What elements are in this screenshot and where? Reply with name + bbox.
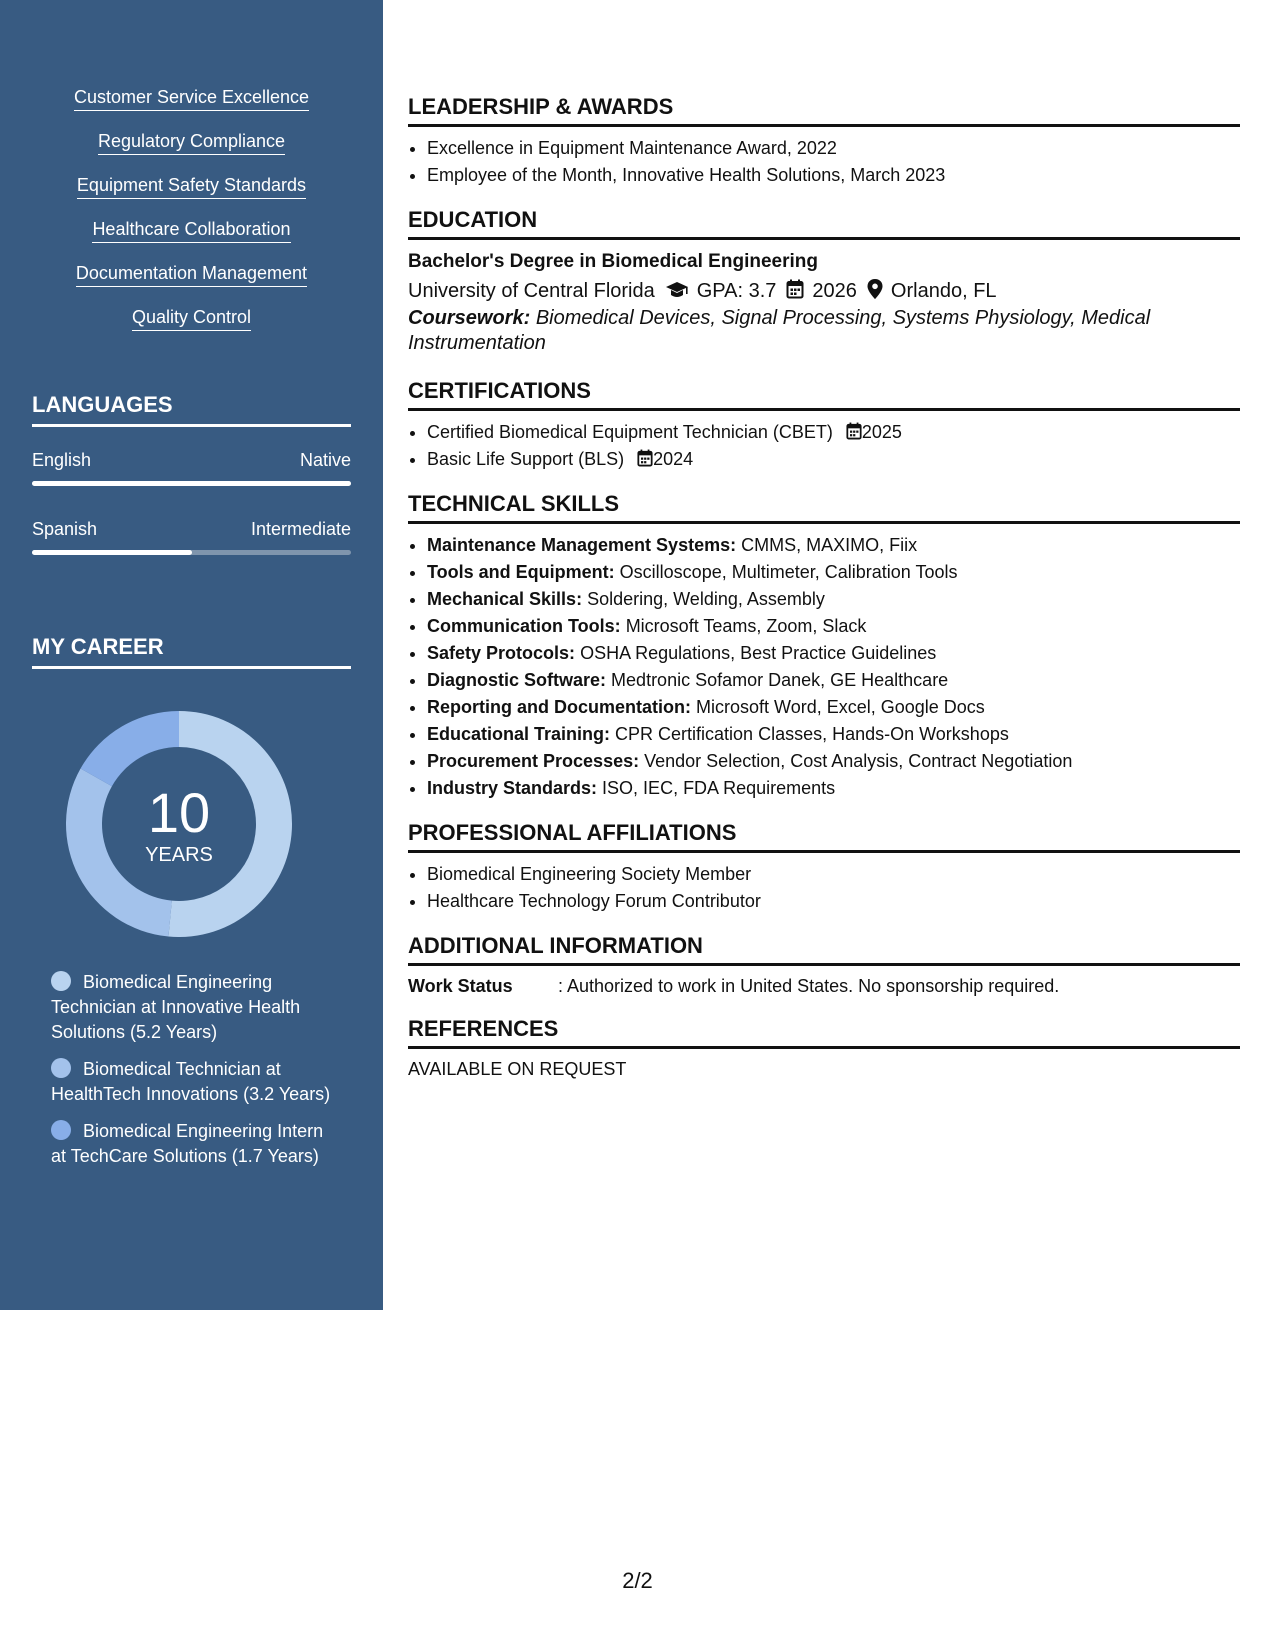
- skill-label: Procurement Processes:: [427, 751, 640, 771]
- work-status-label: Work Status: [408, 976, 513, 996]
- skill-value: Vendor Selection, Cost Analysis, Contract Negotiation: [644, 751, 1073, 771]
- career-item-text: Biomedical Engineering Intern at TechCare Solutions (1.7 Years): [51, 1121, 324, 1166]
- skill-item: Documentation Management: [76, 262, 307, 287]
- career-donut: [66, 711, 292, 937]
- list-item: [427, 694, 1240, 721]
- skill-label: Maintenance Management Systems:: [427, 535, 737, 555]
- career-dot-icon: [51, 971, 71, 991]
- skill-label: Educational Training:: [427, 724, 611, 744]
- language-bar-english: [32, 481, 351, 486]
- skill-label: Diagnostic Software:: [427, 670, 607, 690]
- career-list: [51, 970, 331, 1181]
- calendar-icon: [637, 449, 653, 469]
- skill-value: CMMS, MAXIMO, Fiix: [741, 535, 918, 555]
- sidebar: [0, 0, 383, 1310]
- language-name: Spanish: [32, 519, 98, 539]
- map-pin-icon: [867, 276, 883, 306]
- affiliations-title: PROFESSIONAL AFFILIATIONS: [408, 820, 1240, 853]
- education-details: [408, 276, 1240, 306]
- page-indicator: 2/2: [622, 1568, 653, 1593]
- certification-year: 2025: [861, 422, 902, 442]
- skill-label: Reporting and Documentation:: [427, 697, 691, 717]
- list-item: [427, 721, 1240, 748]
- leadership-title: LEADERSHIP & AWARDS: [408, 94, 1240, 127]
- additional-info-title: ADDITIONAL INFORMATION: [408, 933, 1240, 966]
- references-text: AVAILABLE ON REQUEST: [408, 1059, 627, 1079]
- education-location: Orlando, FL: [890, 280, 997, 302]
- career-total-years: 10: [147, 781, 211, 844]
- certifications-title: CERTIFICATIONS: [408, 378, 1240, 411]
- coursework-text: Biomedical Devices, Signal Processing, Systems Physiology, Medical Instrumentation: [408, 307, 1151, 354]
- donut-slice-2: [81, 711, 179, 786]
- skill-value: ISO, IEC, FDA Requirements: [602, 778, 836, 798]
- skill-value: Microsoft Word, Excel, Google Docs: [696, 697, 985, 717]
- languages-heading: LANGUAGES: [32, 392, 351, 427]
- technical-skills-title: TECHNICAL SKILLS: [408, 491, 1240, 524]
- skill-item: Quality Control: [132, 306, 251, 331]
- skill-item: Healthcare Collaboration: [92, 218, 290, 243]
- list-item: [427, 446, 1240, 473]
- language-level: Native: [299, 450, 351, 470]
- list-item: [427, 586, 1240, 613]
- skill-value: Microsoft Teams, Zoom, Slack: [625, 616, 867, 636]
- skill-label: Communication Tools:: [427, 616, 621, 636]
- career-heading: MY CAREER: [32, 634, 351, 669]
- skill-value: CPR Certification Classes, Hands-On Workshops: [615, 724, 1009, 744]
- skill-label: Mechanical Skills:: [427, 589, 583, 609]
- skill-value: Soldering, Welding, Assembly: [587, 589, 825, 609]
- leadership-list: [408, 135, 1240, 189]
- career-item: [51, 970, 331, 1045]
- career-item: [51, 1119, 331, 1169]
- skill-value: Medtronic Sofamor Danek, GE Healthcare: [611, 670, 949, 690]
- list-item: [427, 775, 1240, 802]
- skill-item: Customer Service Excellence: [74, 86, 309, 111]
- career-total-unit: YEARS: [145, 844, 213, 866]
- certification-name: Certified Biomedical Equipment Technician (CBET): [427, 422, 833, 442]
- language-row-english: [32, 450, 351, 471]
- skill-label: Safety Protocols:: [427, 643, 576, 663]
- skill-value: OSHA Regulations, Best Practice Guidelines: [580, 643, 937, 663]
- education-gpa: GPA: 3.7: [696, 280, 777, 302]
- skill-label: Tools and Equipment:: [427, 562, 615, 582]
- main-content: [408, 94, 1240, 1081]
- education-coursework: [408, 306, 1240, 356]
- list-item: • Biomedical Engineering Society Member: [427, 861, 1240, 888]
- list-item: [427, 640, 1240, 667]
- calendar-icon: [786, 276, 804, 306]
- list-item: [427, 559, 1240, 586]
- list-item: • Employee of the Month, Innovative Health Solutions, March 2023: [427, 162, 1240, 189]
- career-item-text: Biomedical Engineering Technician at Innovative Health Solutions (5.2 Years): [51, 972, 301, 1042]
- list-item: [427, 419, 1240, 446]
- career-dot-icon: [51, 1120, 71, 1140]
- language-bar-fill: [32, 550, 192, 555]
- list-item: • Healthcare Technology Forum Contributor: [427, 888, 1240, 915]
- career-item-text: Biomedical Technician at HealthTech Innovations (3.2 Years): [51, 1059, 331, 1104]
- education-school: University of Central Florida: [408, 280, 655, 302]
- references-title: REFERENCES: [408, 1016, 1240, 1049]
- list-item: [427, 532, 1240, 559]
- education-title: EDUCATION: [408, 207, 1240, 240]
- technical-skills-list: [408, 532, 1240, 802]
- language-row-spanish: [32, 519, 351, 540]
- coursework-label: Coursework:: [408, 307, 531, 329]
- education-year: 2026: [812, 280, 857, 302]
- skills-list: [0, 86, 383, 350]
- graduation-cap-icon: [665, 276, 689, 306]
- calendar-icon: [846, 422, 862, 442]
- list-item: [427, 613, 1240, 640]
- career-item: [51, 1057, 331, 1107]
- skill-item: Equipment Safety Standards: [77, 174, 306, 199]
- certification-year: 2024: [653, 449, 694, 469]
- list-item: [427, 667, 1240, 694]
- work-status-row: [408, 974, 1240, 998]
- skill-item: Regulatory Compliance: [98, 130, 285, 155]
- skill-value: Oscilloscope, Multimeter, Calibration Tools: [619, 562, 958, 582]
- education-degree: Bachelor's Degree in Biomedical Engineering: [408, 251, 818, 272]
- list-item: • Excellence in Equipment Maintenance Award, 2022: [427, 135, 1240, 162]
- work-status-value: : Authorized to work in United States. No sponsorship required.: [558, 976, 1060, 996]
- affiliations-list: [408, 861, 1240, 915]
- list-item: [427, 748, 1240, 775]
- skill-label: Industry Standards:: [427, 778, 598, 798]
- language-name: English: [32, 450, 92, 470]
- certification-name: Basic Life Support (BLS): [427, 449, 625, 469]
- language-level: Intermediate: [250, 519, 351, 539]
- career-dot-icon: [51, 1058, 71, 1078]
- language-bar-fill: [32, 481, 351, 486]
- language-bar-spanish: [32, 550, 351, 555]
- certifications-list: [408, 419, 1240, 473]
